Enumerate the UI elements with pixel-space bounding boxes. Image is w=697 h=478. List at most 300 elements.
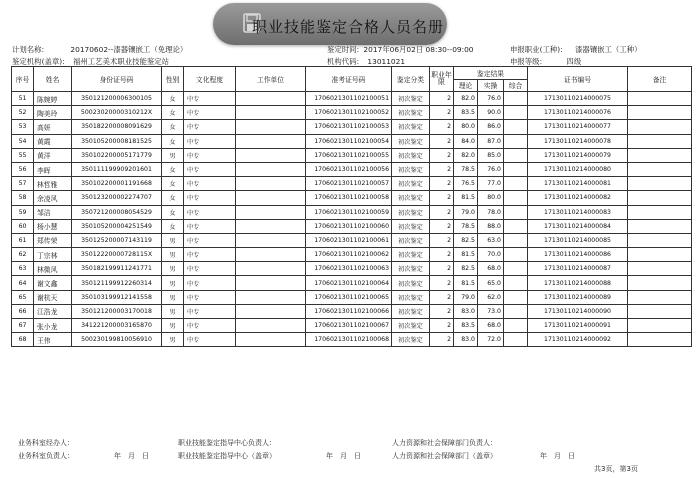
cell-theory: 79.0 bbox=[454, 290, 478, 304]
cell-cert: 17130110214000083 bbox=[528, 205, 628, 219]
header-cert: 证书编号 bbox=[528, 67, 628, 92]
cell-note bbox=[628, 120, 692, 134]
cell-note bbox=[628, 290, 692, 304]
cell-years: 2 bbox=[430, 134, 454, 148]
footer-center-seal: 职业技能鉴定指导中心（盖章） bbox=[178, 452, 276, 460]
cell-seq: 58 bbox=[12, 191, 34, 205]
cell-note bbox=[628, 106, 692, 120]
cell-edu: 中专 bbox=[184, 120, 236, 134]
cell-note bbox=[628, 319, 692, 333]
cell-years: 2 bbox=[430, 92, 454, 106]
cell-ticket: 1706021301102100054 bbox=[306, 134, 392, 148]
orgcode-label: 机构代码: bbox=[327, 57, 360, 66]
table-row bbox=[12, 233, 692, 247]
cell-edu: 中专 bbox=[184, 304, 236, 318]
cell-cert: 17130110214000088 bbox=[528, 276, 628, 290]
plan-value: 20170602--漆器镶嵌工（免理论） bbox=[70, 45, 188, 54]
cell-work bbox=[236, 148, 306, 162]
cell-edu: 中专 bbox=[184, 148, 236, 162]
cell-category: 初次鉴定 bbox=[392, 304, 430, 318]
table-row bbox=[12, 162, 692, 176]
cell-seq: 61 bbox=[12, 233, 34, 247]
cell-category: 初次鉴定 bbox=[392, 219, 430, 233]
cell-category: 初次鉴定 bbox=[392, 162, 430, 176]
cell-overall bbox=[504, 304, 528, 318]
cell-practice: 85.0 bbox=[478, 148, 504, 162]
table-row bbox=[12, 148, 692, 162]
table-row bbox=[12, 290, 692, 304]
footer-date-3: 年 月 日 bbox=[540, 452, 575, 460]
cell-cert: 17130110214000086 bbox=[528, 248, 628, 262]
cell-years: 2 bbox=[430, 162, 454, 176]
cell-id: 350182200008091629 bbox=[72, 120, 162, 134]
cell-ticket: 1706021301102100056 bbox=[306, 162, 392, 176]
cell-practice: 68.0 bbox=[478, 319, 504, 333]
cell-edu: 中专 bbox=[184, 333, 236, 347]
roster-table bbox=[11, 66, 692, 347]
cell-gender: 男 bbox=[162, 262, 184, 276]
cell-note bbox=[628, 262, 692, 276]
cell-work bbox=[236, 106, 306, 120]
cell-id: 350111199909201601 bbox=[72, 162, 162, 176]
table-row bbox=[12, 276, 692, 290]
cell-overall bbox=[504, 248, 528, 262]
cell-seq: 60 bbox=[12, 219, 34, 233]
grade-value: 四级 bbox=[566, 57, 582, 66]
cell-overall bbox=[504, 290, 528, 304]
cell-cert: 17130110214000076 bbox=[528, 106, 628, 120]
cell-seq: 52 bbox=[12, 106, 34, 120]
cell-category: 初次鉴定 bbox=[392, 262, 430, 276]
cell-edu: 中专 bbox=[184, 219, 236, 233]
cell-practice: 72.0 bbox=[478, 333, 504, 347]
cell-practice: 73.0 bbox=[478, 304, 504, 318]
table-row bbox=[12, 262, 692, 276]
cell-practice: 68.0 bbox=[478, 262, 504, 276]
cell-cert: 17130110214000089 bbox=[528, 290, 628, 304]
footer-handler: 业务科室经办人： bbox=[18, 439, 74, 447]
cell-work bbox=[236, 262, 306, 276]
cell-work bbox=[236, 162, 306, 176]
cell-edu: 中专 bbox=[184, 276, 236, 290]
cell-theory: 78.5 bbox=[454, 162, 478, 176]
cell-theory: 76.5 bbox=[454, 177, 478, 191]
cell-years: 2 bbox=[430, 319, 454, 333]
cell-overall bbox=[504, 148, 528, 162]
cell-id: 350102200005171779 bbox=[72, 148, 162, 162]
cell-overall bbox=[504, 134, 528, 148]
cell-edu: 中专 bbox=[184, 319, 236, 333]
cell-gender: 男 bbox=[162, 319, 184, 333]
cell-years: 2 bbox=[430, 191, 454, 205]
cell-seq: 65 bbox=[12, 290, 34, 304]
cell-category: 初次鉴定 bbox=[392, 205, 430, 219]
cell-seq: 53 bbox=[12, 120, 34, 134]
cell-note bbox=[628, 276, 692, 290]
cell-edu: 中专 bbox=[184, 248, 236, 262]
cell-note bbox=[628, 191, 692, 205]
cell-ticket: 1706021301102100062 bbox=[306, 248, 392, 262]
cell-gender: 男 bbox=[162, 290, 184, 304]
cell-cert: 17130110214000082 bbox=[528, 191, 628, 205]
cell-practice: 88.0 bbox=[478, 219, 504, 233]
cell-cert: 17130110214000085 bbox=[528, 233, 628, 247]
cell-years: 2 bbox=[430, 233, 454, 247]
table-row bbox=[12, 333, 692, 347]
cell-practice: 90.0 bbox=[478, 106, 504, 120]
header-name: 姓名 bbox=[34, 67, 72, 92]
cell-work bbox=[236, 134, 306, 148]
cell-id: 350121200006300105 bbox=[72, 92, 162, 106]
cell-years: 2 bbox=[430, 177, 454, 191]
cell-seq: 64 bbox=[12, 276, 34, 290]
cell-work bbox=[236, 205, 306, 219]
cell-years: 2 bbox=[430, 205, 454, 219]
cell-years: 2 bbox=[430, 333, 454, 347]
cell-note bbox=[628, 177, 692, 191]
header-years: 职业年限 bbox=[430, 67, 454, 92]
job-type bbox=[510, 44, 642, 55]
header-category: 鉴定分类 bbox=[392, 67, 430, 92]
cell-ticket: 1706021301102100051 bbox=[306, 92, 392, 106]
cell-theory: 78.5 bbox=[454, 219, 478, 233]
header-seq: 序号 bbox=[12, 67, 34, 92]
table-row bbox=[12, 120, 692, 134]
cell-overall bbox=[504, 205, 528, 219]
cell-edu: 中专 bbox=[184, 262, 236, 276]
orgcode-value: 13011021 bbox=[367, 57, 406, 66]
cell-seq: 67 bbox=[12, 319, 34, 333]
cell-category: 初次鉴定 bbox=[392, 248, 430, 262]
plan-label: 计划名称: bbox=[12, 45, 45, 54]
cell-practice: 86.0 bbox=[478, 120, 504, 134]
cell-category: 初次鉴定 bbox=[392, 177, 430, 191]
cell-years: 2 bbox=[430, 262, 454, 276]
cell-years: 2 bbox=[430, 248, 454, 262]
cell-seq: 51 bbox=[12, 92, 34, 106]
cell-seq: 54 bbox=[12, 134, 34, 148]
cell-category: 初次鉴定 bbox=[392, 148, 430, 162]
cell-overall bbox=[504, 333, 528, 347]
cell-name: 王伟 bbox=[34, 333, 72, 347]
cell-work bbox=[236, 219, 306, 233]
cell-overall bbox=[504, 120, 528, 134]
cell-id: 35012220000728115X bbox=[72, 248, 162, 262]
cell-name: 邹洁 bbox=[34, 205, 72, 219]
cell-ticket: 1706021301102100052 bbox=[306, 106, 392, 120]
cell-id: 50023020000310212X bbox=[72, 106, 162, 120]
cell-category: 初次鉴定 bbox=[392, 276, 430, 290]
cell-work bbox=[236, 319, 306, 333]
header-row-1 bbox=[12, 67, 692, 80]
cell-category: 初次鉴定 bbox=[392, 233, 430, 247]
cell-seq: 59 bbox=[12, 205, 34, 219]
cell-id: 341221200003165870 bbox=[72, 319, 162, 333]
header-gender: 性别 bbox=[162, 67, 184, 92]
footer-hr-seal: 人力资源和社会保障部门（盖章） bbox=[392, 452, 497, 460]
cell-note bbox=[628, 92, 692, 106]
cell-edu: 中专 bbox=[184, 106, 236, 120]
cell-category: 初次鉴定 bbox=[392, 106, 430, 120]
cell-theory: 81.5 bbox=[454, 248, 478, 262]
cell-practice: 70.0 bbox=[478, 248, 504, 262]
cell-gender: 男 bbox=[162, 276, 184, 290]
cell-work bbox=[236, 233, 306, 247]
cell-ticket: 1706021301102100066 bbox=[306, 304, 392, 318]
cell-name: 杨小慧 bbox=[34, 219, 72, 233]
cell-id: 350105200004251549 bbox=[72, 219, 162, 233]
cell-name: 林微风 bbox=[34, 262, 72, 276]
cell-note bbox=[628, 333, 692, 347]
cell-ticket: 1706021301102100060 bbox=[306, 219, 392, 233]
cell-theory: 81.5 bbox=[454, 191, 478, 205]
cell-theory: 83.5 bbox=[454, 106, 478, 120]
cell-years: 2 bbox=[430, 148, 454, 162]
cell-name: 黄霞 bbox=[34, 134, 72, 148]
cell-practice: 80.0 bbox=[478, 191, 504, 205]
cell-years: 2 bbox=[430, 290, 454, 304]
table-row bbox=[12, 106, 692, 120]
cell-note bbox=[628, 148, 692, 162]
cell-note bbox=[628, 233, 692, 247]
table-row bbox=[12, 134, 692, 148]
cell-gender: 男 bbox=[162, 148, 184, 162]
cell-name: 陈婉婷 bbox=[34, 92, 72, 106]
header-work: 工作单位 bbox=[236, 67, 306, 92]
cell-theory: 81.5 bbox=[454, 276, 478, 290]
cell-overall bbox=[504, 191, 528, 205]
cell-id: 350121199912260314 bbox=[72, 276, 162, 290]
cell-name: 江浩龙 bbox=[34, 304, 72, 318]
cell-name: 高妍 bbox=[34, 120, 72, 134]
cell-years: 2 bbox=[430, 106, 454, 120]
cell-category: 初次鉴定 bbox=[392, 134, 430, 148]
cell-note bbox=[628, 134, 692, 148]
cell-overall bbox=[504, 177, 528, 191]
cell-gender: 女 bbox=[162, 205, 184, 219]
cell-ticket: 1706021301102100063 bbox=[306, 262, 392, 276]
cell-name: 张小龙 bbox=[34, 319, 72, 333]
header-ticket: 准考证号码 bbox=[306, 67, 392, 92]
org-value: 福州工艺美术职业技能鉴定站 bbox=[72, 57, 170, 66]
cell-overall bbox=[504, 219, 528, 233]
cell-cert: 17130110214000080 bbox=[528, 162, 628, 176]
cell-name: 黄洋 bbox=[34, 148, 72, 162]
cell-note bbox=[628, 162, 692, 176]
footer-hr-head: 人力资源和社会保障部门负责人： bbox=[392, 439, 497, 447]
header-note: 备注 bbox=[628, 67, 692, 92]
cell-id: 350121200003170018 bbox=[72, 304, 162, 318]
cell-work bbox=[236, 177, 306, 191]
cell-ticket: 1706021301102100064 bbox=[306, 276, 392, 290]
cell-id: 500230199810056910 bbox=[72, 333, 162, 347]
cell-name: 丁宗林 bbox=[34, 248, 72, 262]
cell-years: 2 bbox=[430, 276, 454, 290]
cell-overall bbox=[504, 92, 528, 106]
time-label: 鉴定时间: bbox=[327, 45, 360, 54]
cell-gender: 男 bbox=[162, 248, 184, 262]
cell-id: 350103199912141558 bbox=[72, 290, 162, 304]
cell-years: 2 bbox=[430, 219, 454, 233]
cell-cert: 17130110214000091 bbox=[528, 319, 628, 333]
cell-note bbox=[628, 219, 692, 233]
cell-note bbox=[628, 248, 692, 262]
cell-gender: 女 bbox=[162, 162, 184, 176]
table-row bbox=[12, 205, 692, 219]
cell-overall bbox=[504, 233, 528, 247]
time-value: 2017年06月02日 08:30--09:00 bbox=[363, 45, 474, 54]
header-result: 鉴定结果 bbox=[454, 67, 528, 80]
cell-overall bbox=[504, 262, 528, 276]
cell-overall bbox=[504, 319, 528, 333]
cell-practice: 78.0 bbox=[478, 205, 504, 219]
cell-theory: 82.0 bbox=[454, 148, 478, 162]
cell-seq: 63 bbox=[12, 262, 34, 276]
cell-category: 初次鉴定 bbox=[392, 191, 430, 205]
table-row bbox=[12, 191, 692, 205]
cell-work bbox=[236, 276, 306, 290]
cell-years: 2 bbox=[430, 120, 454, 134]
table-row bbox=[12, 219, 692, 233]
cell-ticket: 1706021301102100053 bbox=[306, 120, 392, 134]
cell-practice: 62.0 bbox=[478, 290, 504, 304]
cell-cert: 17130110214000084 bbox=[528, 219, 628, 233]
cell-gender: 女 bbox=[162, 219, 184, 233]
cell-category: 初次鉴定 bbox=[392, 120, 430, 134]
cell-edu: 中专 bbox=[184, 290, 236, 304]
cell-category: 初次鉴定 bbox=[392, 92, 430, 106]
cell-seq: 68 bbox=[12, 333, 34, 347]
cell-theory: 82.0 bbox=[454, 92, 478, 106]
footer-center-head: 职业技能鉴定指导中心负责人： bbox=[178, 439, 276, 447]
cell-gender: 女 bbox=[162, 120, 184, 134]
cell-edu: 中专 bbox=[184, 191, 236, 205]
cell-seq: 66 bbox=[12, 304, 34, 318]
cell-work bbox=[236, 290, 306, 304]
page-info: 共3页，第3页 bbox=[594, 465, 638, 473]
cell-overall bbox=[504, 106, 528, 120]
cell-work bbox=[236, 191, 306, 205]
plan-name bbox=[12, 44, 187, 55]
cell-cert: 17130110214000075 bbox=[528, 92, 628, 106]
cell-edu: 中专 bbox=[184, 233, 236, 247]
cell-ticket: 1706021301102100067 bbox=[306, 319, 392, 333]
cell-practice: 76.0 bbox=[478, 92, 504, 106]
cell-ticket: 1706021301102100061 bbox=[306, 233, 392, 247]
cell-theory: 83.5 bbox=[454, 319, 478, 333]
header-id: 身份证号码 bbox=[72, 67, 162, 92]
header-practice: 实操 bbox=[478, 79, 504, 92]
header-edu: 文化程度 bbox=[184, 67, 236, 92]
cell-theory: 82.5 bbox=[454, 233, 478, 247]
cell-cert: 17130110214000087 bbox=[528, 262, 628, 276]
cell-ticket: 1706021301102100055 bbox=[306, 148, 392, 162]
cell-seq: 55 bbox=[12, 148, 34, 162]
cell-name: 谢文鑫 bbox=[34, 276, 72, 290]
cell-name: 林哲雅 bbox=[34, 177, 72, 191]
cell-work bbox=[236, 304, 306, 318]
cell-category: 初次鉴定 bbox=[392, 333, 430, 347]
cell-gender: 男 bbox=[162, 233, 184, 247]
cell-ticket: 1706021301102100058 bbox=[306, 191, 392, 205]
job-label: 申报职业(工种): bbox=[510, 45, 563, 54]
cell-cert: 17130110214000078 bbox=[528, 134, 628, 148]
cell-edu: 中专 bbox=[184, 205, 236, 219]
cell-id: 350125200007143119 bbox=[72, 233, 162, 247]
cell-seq: 56 bbox=[12, 162, 34, 176]
cell-gender: 女 bbox=[162, 134, 184, 148]
exam-time bbox=[327, 44, 474, 55]
cell-cert: 17130110214000079 bbox=[528, 148, 628, 162]
cell-gender: 男 bbox=[162, 333, 184, 347]
header-overall: 综合 bbox=[504, 79, 528, 92]
page-title: 职业技能鉴定合格人员名册 bbox=[251, 18, 444, 36]
cell-practice: 77.0 bbox=[478, 177, 504, 191]
cell-theory: 82.5 bbox=[454, 262, 478, 276]
cell-name: 陶美玲 bbox=[34, 106, 72, 120]
cell-seq: 57 bbox=[12, 177, 34, 191]
cell-gender: 女 bbox=[162, 177, 184, 191]
cell-theory: 84.0 bbox=[454, 134, 478, 148]
table-row bbox=[12, 248, 692, 262]
job-value: 漆器镶嵌工（工种） bbox=[574, 45, 642, 54]
cell-work bbox=[236, 92, 306, 106]
footer-date-2: 年 月 日 bbox=[326, 452, 361, 460]
cell-note bbox=[628, 304, 692, 318]
cell-work bbox=[236, 333, 306, 347]
cell-years: 2 bbox=[430, 304, 454, 318]
cell-practice: 76.0 bbox=[478, 162, 504, 176]
cell-gender: 男 bbox=[162, 304, 184, 318]
table-row bbox=[12, 92, 692, 106]
cell-category: 初次鉴定 bbox=[392, 290, 430, 304]
cell-theory: 83.0 bbox=[454, 304, 478, 318]
cell-cert: 17130110214000077 bbox=[528, 120, 628, 134]
cell-gender: 女 bbox=[162, 106, 184, 120]
org-label: 鉴定机构(盖章): bbox=[12, 57, 65, 66]
table-row bbox=[12, 304, 692, 318]
cell-name: 李晖 bbox=[34, 162, 72, 176]
cell-note bbox=[628, 205, 692, 219]
cell-name: 郑传荣 bbox=[34, 233, 72, 247]
cell-id: 350102200001191668 bbox=[72, 177, 162, 191]
footer-date-1: 年 月 日 bbox=[114, 452, 149, 460]
cell-ticket: 1706021301102100065 bbox=[306, 290, 392, 304]
cell-practice: 87.0 bbox=[478, 134, 504, 148]
cell-edu: 中专 bbox=[184, 92, 236, 106]
header-theory: 理论 bbox=[454, 79, 478, 92]
cell-work bbox=[236, 248, 306, 262]
cell-work bbox=[236, 120, 306, 134]
cell-edu: 中专 bbox=[184, 134, 236, 148]
cell-id: 350105200008181525 bbox=[72, 134, 162, 148]
cell-cert: 17130110214000081 bbox=[528, 177, 628, 191]
cell-cert: 17130110214000092 bbox=[528, 333, 628, 347]
cell-category: 初次鉴定 bbox=[392, 319, 430, 333]
cell-edu: 中专 bbox=[184, 177, 236, 191]
cell-id: 350182199911241771 bbox=[72, 262, 162, 276]
cell-name: 谢杭天 bbox=[34, 290, 72, 304]
cell-ticket: 1706021301102100057 bbox=[306, 177, 392, 191]
cell-ticket: 1706021301102100068 bbox=[306, 333, 392, 347]
cell-overall bbox=[504, 276, 528, 290]
cell-theory: 79.0 bbox=[454, 205, 478, 219]
table-row bbox=[12, 319, 692, 333]
cell-edu: 中专 bbox=[184, 162, 236, 176]
cell-id: 350123200002274707 bbox=[72, 191, 162, 205]
cell-name: 余凌风 bbox=[34, 191, 72, 205]
cell-seq: 62 bbox=[12, 248, 34, 262]
